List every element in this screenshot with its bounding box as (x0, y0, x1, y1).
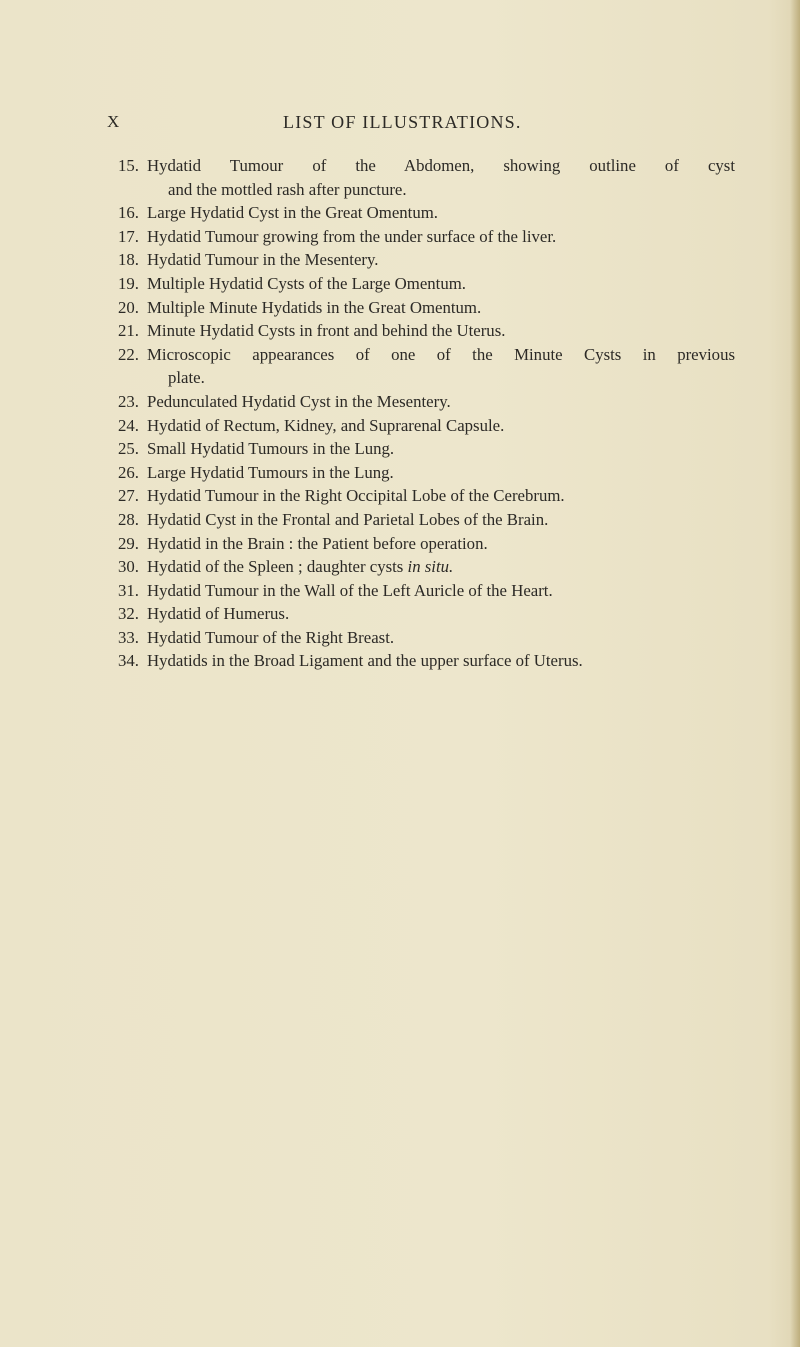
item-text: Hydatid Tumour of the Abdomen, showing outline of cyst (147, 156, 735, 175)
item-number: 22. (118, 344, 139, 364)
item-number: 32. (118, 604, 139, 624)
list-item-32 (0, 602, 800, 626)
item-number: 31. (118, 580, 139, 600)
item-number: 23. (118, 391, 139, 411)
item-number: 30. (118, 557, 139, 577)
list-item-29 (0, 532, 800, 556)
item-text: Microscopic appearances of one of the Minute Cysts in previous (147, 344, 735, 364)
item-number: 33. (118, 627, 139, 647)
list-item-15 (0, 154, 800, 201)
list-item-24 (0, 414, 800, 438)
list-item-25 (0, 437, 800, 461)
item-number: 26. (118, 462, 139, 482)
list-item-21 (0, 319, 800, 343)
item-text: Large Hydatid Tumours in the Lung. (147, 462, 394, 482)
item-text: Multiple Minute Hydatids in the Great Omentum. (147, 297, 482, 317)
list-item-17 (0, 225, 800, 249)
item-text: Hydatid of Humerus. (147, 604, 290, 624)
item-text-italic: in situ. (407, 557, 454, 577)
list-item-23 (0, 390, 800, 414)
item-text: Hydatid Tumour of the Right Breast. (147, 627, 395, 647)
item-text: Minute Hydatid Cysts in front and behind the Uterus. (147, 321, 506, 341)
item-text: Hydatid Tumour in the Wall of the Left Auricle of the Heart. (147, 580, 553, 600)
list-item-27 (0, 484, 800, 508)
list-item-28 (0, 508, 800, 532)
list-item-34 (0, 649, 800, 673)
item-number: 15. (118, 156, 139, 175)
item-number: 16. (118, 203, 139, 223)
item-text-continued: plate. (168, 368, 205, 388)
item-text: Hydatid of the Spleen ; daughter cysts (147, 557, 404, 577)
item-text: Hydatid Tumour in the Mesentery. (147, 250, 379, 270)
list-item-19 (0, 272, 800, 296)
item-number: 24. (118, 415, 139, 435)
item-text-continued: and the mottled rash after puncture. (168, 179, 407, 199)
list-item-18 (0, 248, 800, 272)
item-text: Hydatid Tumour growing from the under surface of the liver. (147, 226, 557, 246)
illustrations-list (0, 154, 800, 673)
list-item-22 (0, 343, 800, 390)
list-item-31 (0, 579, 800, 603)
list-item-20 (0, 296, 800, 320)
list-item-26 (0, 461, 800, 485)
page-header (0, 112, 800, 136)
item-text: Pedunculated Hydatid Cyst in the Mesentery. (147, 391, 451, 411)
item-text: Small Hydatid Tumours in the Lung. (147, 439, 395, 459)
item-number: 25. (118, 439, 139, 459)
item-text: Multiple Hydatid Cysts of the Large Omentum. (147, 273, 466, 293)
item-text-wrapper (147, 555, 747, 579)
list-item-16 (0, 201, 800, 225)
list-item-30 (0, 555, 800, 579)
page-title: LIST OF ILLUSTRATIONS. (283, 112, 522, 132)
list-item-33 (0, 626, 800, 650)
item-text: Hydatid Cyst in the Frontal and Parietal Lobes of the Brain. (147, 509, 549, 529)
item-number: 17. (118, 226, 139, 246)
item-number: 29. (118, 533, 139, 553)
item-text: Hydatid Tumour in the Right Occipital Lobe of the Cerebrum. (147, 486, 565, 506)
item-number: 27. (118, 486, 139, 506)
item-number: 21. (118, 321, 139, 341)
item-number: 28. (118, 509, 139, 529)
item-text: Hydatid of Rectum, Kidney, and Suprarenal Capsule. (147, 415, 505, 435)
item-text: Large Hydatid Cyst in the Great Omentum. (147, 203, 438, 223)
item-text: Hydatid in the Brain : the Patient before operation. (147, 533, 488, 553)
item-number: 34. (118, 651, 139, 671)
item-number: 19. (118, 273, 139, 293)
item-number: 20. (118, 297, 139, 317)
item-text: Hydatids in the Broad Ligament and the upper surface of Uterus. (147, 651, 583, 671)
item-number: 18. (118, 250, 139, 270)
page-number: X (107, 112, 121, 131)
